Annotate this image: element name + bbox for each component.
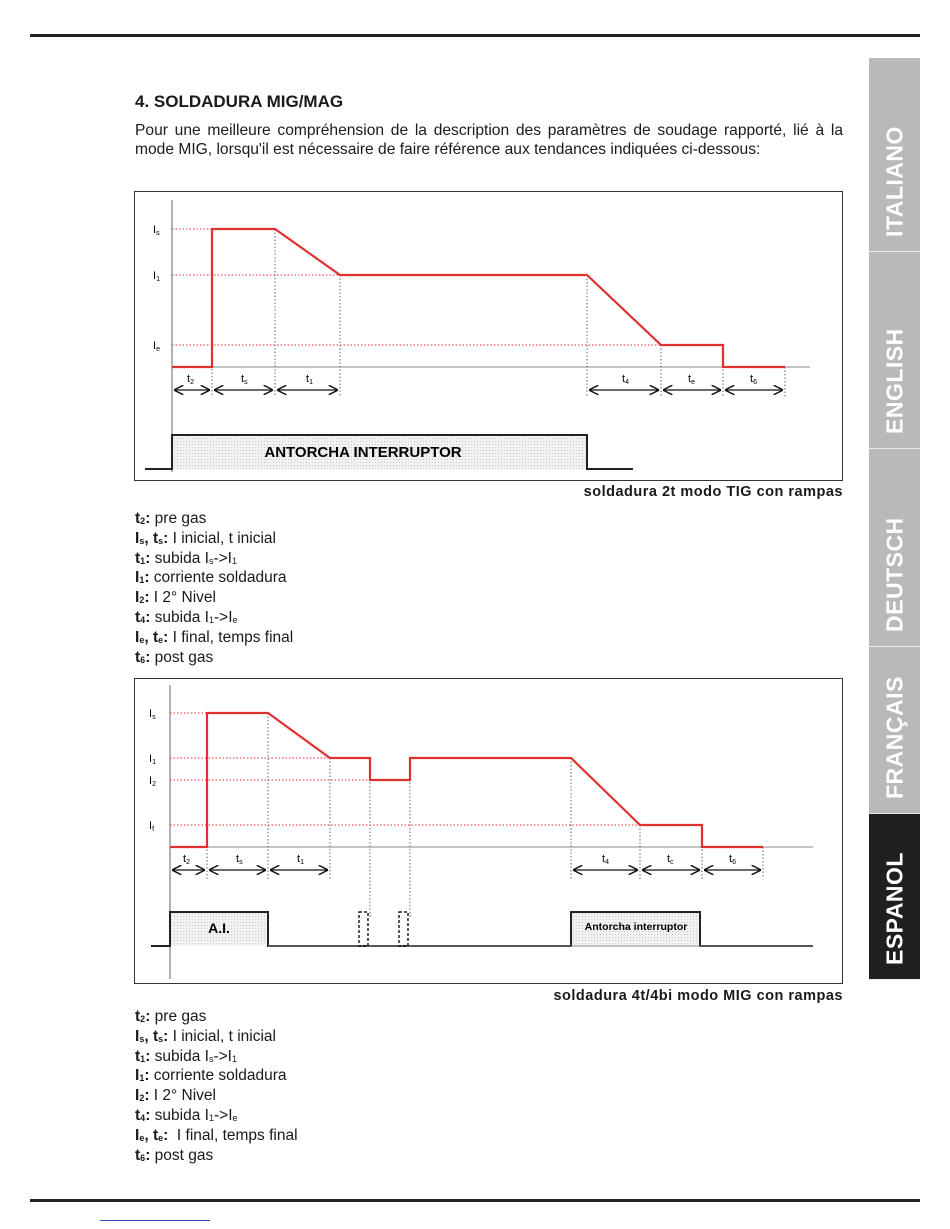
level-label-if: If [149, 820, 155, 833]
legend-item: $I_e$, $t_e$: I final, temps final [135, 1126, 298, 1144]
legend-item: $t_1$: subida $I_s->I_1$ [135, 1047, 238, 1065]
level-label-i1: I1 [149, 753, 156, 766]
interval-label-t1: t1 [306, 373, 313, 386]
interval-label-t2: t2 [183, 853, 190, 866]
time-markers [207, 713, 763, 919]
section-intro: Pour une meilleure compréhension de la description des paramètres de soudage rapporté, lié à la mode MIG, lorsqu'il est nécessaire de faire référence aux tendances indiquées ci-dessous: [135, 122, 843, 158]
level-label-is: Is [153, 224, 160, 237]
level-label-i1: I1 [153, 270, 160, 283]
interval-label-t6: t6 [729, 853, 736, 866]
interval-label-t6: t6 [750, 373, 757, 386]
bottom-rule [30, 1199, 920, 1202]
tab-italiano[interactable]: ITALIANO [869, 58, 920, 252]
diagram-2t-svg [135, 192, 842, 480]
interval-label-t4: t4 [622, 373, 629, 386]
interval-label-tc: tc [667, 853, 674, 866]
tab-english[interactable]: ENGLISH [869, 252, 920, 449]
diagram-2t [134, 191, 843, 481]
legend-item: $I_1$: corriente soldadura [135, 1067, 287, 1085]
legend-item: $I_1$: corriente soldadura [135, 569, 287, 587]
trigger-label-start: A.I. [208, 920, 230, 936]
pulse-marker-1 [359, 912, 368, 946]
tab-francais[interactable]: FRANÇAIS [869, 647, 920, 814]
legend-item: $I_e$, $t_e$: I final, temps final [135, 628, 294, 646]
interval-label-t2: t2 [187, 373, 194, 386]
diagram-4t-caption: soldadura 4t/4bi modo MIG con rampas [553, 988, 843, 1004]
legend-2t [135, 510, 293, 668]
interval-label-ts: ts [241, 373, 248, 386]
interval-label-t4: t4 [602, 853, 609, 866]
legend-item: $I_2$: I 2° Nivel [135, 589, 216, 607]
interval-label-te: te [688, 373, 695, 386]
section-heading: 4. SOLDADURA MIG/MAG [135, 92, 344, 111]
legend-4t [135, 1008, 298, 1166]
legend-item: $t_1$: subida $I_s->I_1$ [135, 549, 238, 567]
diagram-4t-svg [135, 679, 842, 983]
top-rule [30, 34, 920, 37]
legend-item: $t_4$: subida $I_1->I_e$ [135, 1106, 238, 1124]
tab-deutsch[interactable]: DEUTSCH [869, 449, 920, 647]
footer-link-underline [100, 1220, 210, 1221]
legend-item: $t_2$: pre gas [135, 510, 207, 527]
level-label-i2: I2 [149, 775, 156, 788]
current-curve [172, 229, 785, 367]
legend-item: $t_4$: subida $I_1->I_e$ [135, 608, 238, 626]
legend-item: $t_6$: post gas [135, 648, 214, 666]
trigger-label-end: Antorcha interruptor [584, 921, 688, 933]
level-label-ie: Ie [153, 340, 160, 353]
legend-item: $I_s$, $t_s$: I inicial, t inicial [135, 1027, 276, 1045]
diagram-2t-caption: soldadura 2t modo TIG con rampas [583, 484, 843, 500]
interval-label-ts: ts [236, 853, 243, 866]
legend-item: $I_2$: I 2° Nivel [135, 1087, 216, 1105]
legend-item: $t_6$: post gas [135, 1146, 214, 1164]
time-markers [212, 229, 785, 397]
level-label-is: Is [149, 708, 156, 721]
trigger-label: ANTORCHA INTERRUPTOR [264, 444, 462, 461]
tab-espanol[interactable]: ESPANOL [869, 814, 920, 980]
pulse-marker-2 [399, 912, 408, 946]
interval-label-t1: t1 [297, 853, 304, 866]
legend-item: $I_s$, $t_s$: I inicial, t inicial [135, 529, 276, 547]
legend-item: $t_2$: pre gas [135, 1008, 207, 1025]
diagram-4t [134, 678, 843, 984]
